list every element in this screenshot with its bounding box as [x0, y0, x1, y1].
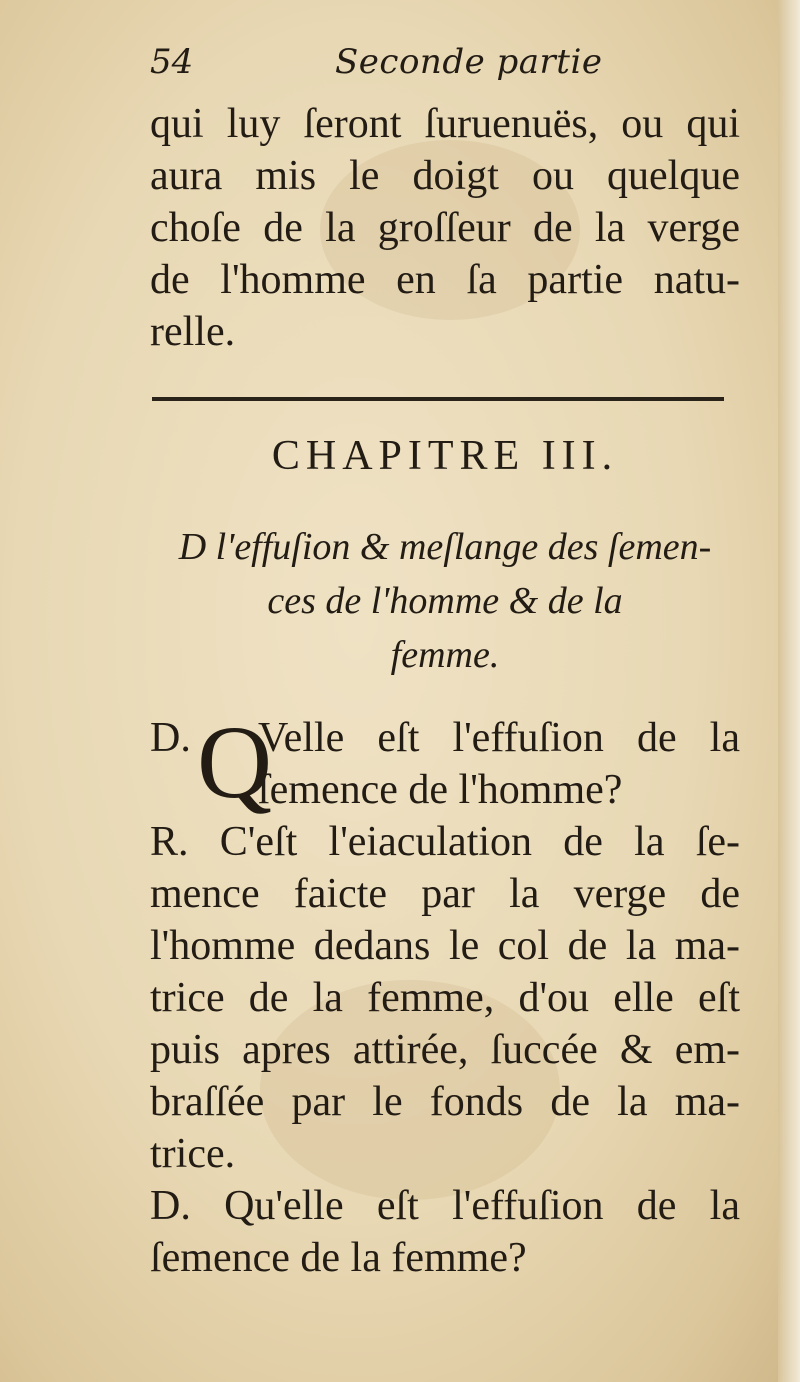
- question-line: ſemence de l'homme?: [258, 767, 623, 813]
- running-head: Seconde partie: [335, 42, 603, 82]
- section-rule: [152, 397, 724, 401]
- question-label: D.: [150, 715, 191, 761]
- answer-line: l'homme dedans le col de la ma-: [150, 923, 740, 969]
- chapter-subtitle-line: femme.: [390, 634, 500, 676]
- question-line: D. Qu'elle eſt l'effuſion de la: [150, 1183, 740, 1229]
- question-line: ſemence de la femme?: [150, 1235, 527, 1281]
- answer-line: trice.: [150, 1131, 236, 1177]
- chapter-heading: CHAPITRE III.: [271, 433, 619, 479]
- answer-line: trice de la femme, d'ou elle eſt: [150, 975, 740, 1021]
- answer-line: puis apres attirée, ſuccée & em-: [150, 1027, 740, 1073]
- page-header: [145, 40, 745, 86]
- question-line: Velle eſt l'effuſion de la: [258, 715, 740, 761]
- text-line: choſe de la groſſeur de la verge: [150, 205, 740, 251]
- chapter-subtitle-line: ces de l'homme & de la: [267, 580, 623, 622]
- page-edge: [778, 0, 800, 1382]
- page-number: 54: [150, 42, 194, 82]
- answer-line: braſſée par le fonds de la ma-: [150, 1079, 740, 1125]
- answer-line: mence faicte par la verge de: [150, 871, 740, 917]
- answer-line: R. C'eſt l'eiaculation de la ſe-: [150, 819, 740, 865]
- text-line: de l'homme en ſa partie natu-: [150, 257, 740, 303]
- text-line: qui luy ſeront ſuruenuës, ou qui: [150, 101, 740, 147]
- text-line: aura mis le doigt ou quelque: [150, 153, 740, 199]
- text-line: relle.: [150, 309, 236, 355]
- drop-cap: Q: [197, 705, 273, 820]
- chapter-subtitle-line: D l'effuſion & meſlange des ſemen-: [178, 526, 712, 568]
